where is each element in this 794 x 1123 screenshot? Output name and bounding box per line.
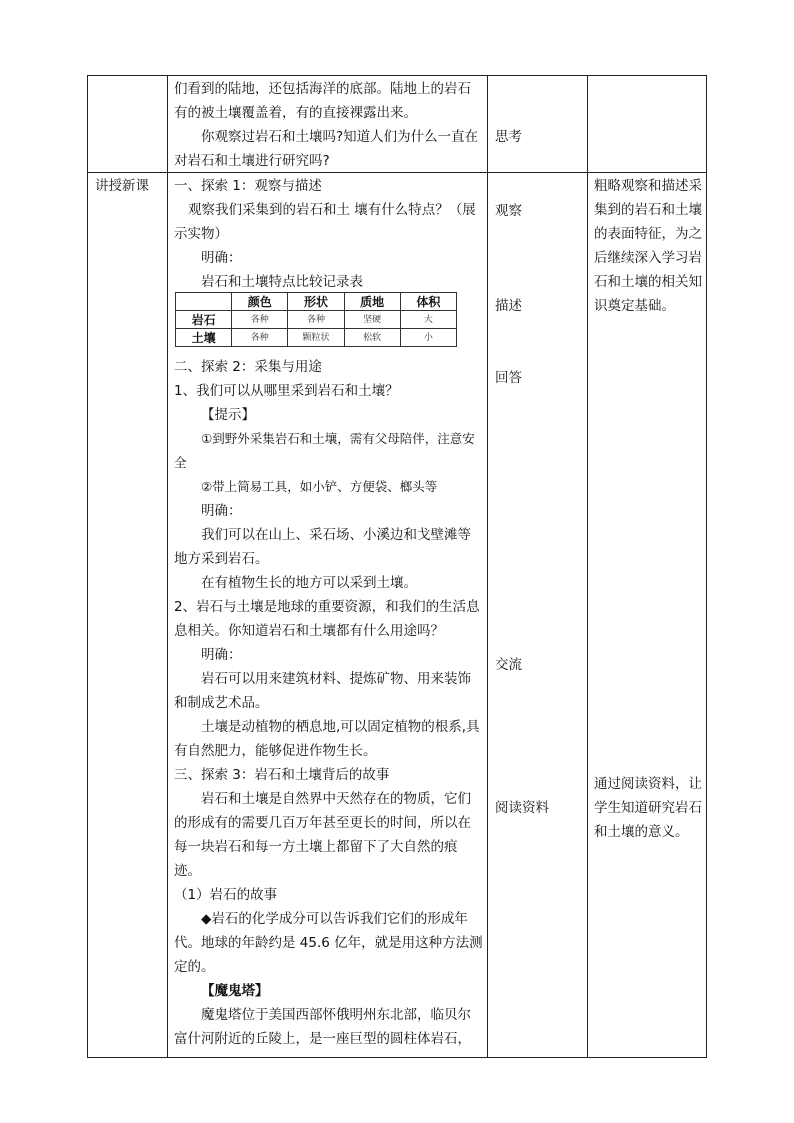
section2-heading: 二、探索 2：采集与用途 bbox=[174, 359, 322, 375]
paragraph: 你观察过岩石和土壤吗?知道人们为什么一直在对岩石和土壤进行研究吗? bbox=[174, 129, 479, 169]
table-cell: 坚硬 bbox=[344, 311, 400, 329]
column-divider bbox=[487, 75, 488, 1058]
activity-describe: 描述 bbox=[495, 298, 522, 314]
table-header: 质地 bbox=[344, 293, 400, 311]
table-cell: 各种 bbox=[288, 311, 344, 329]
activity-answer: 回答 bbox=[495, 370, 522, 386]
row-header: 土壤 bbox=[176, 329, 232, 347]
lesson-content-continued bbox=[174, 355, 484, 1051]
table-cell: 小 bbox=[400, 329, 456, 347]
activity-observe: 观察 bbox=[495, 203, 522, 219]
table-caption: 岩石和土壤特点比较记录表 bbox=[201, 274, 363, 290]
table-row bbox=[176, 329, 457, 347]
section3-heading: 三、探索 3：岩石和土壤背后的故事 bbox=[174, 767, 390, 783]
table-cell: 大 bbox=[400, 311, 456, 329]
lesson-content bbox=[174, 174, 484, 294]
clarify-label: 明确： bbox=[201, 647, 242, 663]
row-header: 岩石 bbox=[176, 311, 232, 329]
column-divider bbox=[167, 75, 168, 1058]
table-cell: 各种 bbox=[232, 311, 288, 329]
answer-1b: 在有植物生长的地方可以采到土壤。 bbox=[201, 575, 417, 591]
section1-question: 观察我们采集到的岩石和土 壤有什么特点？（展示实物） bbox=[174, 202, 476, 242]
question-2: 2、岩石与土壤是地球的重要资源，和我们的生活息息相关。你知道岩石和土壤都有什么用途吗？ bbox=[174, 599, 480, 639]
column-divider bbox=[587, 75, 588, 1058]
hint-2: ②带上简易工具，如小铲、方便袋、榔头等 bbox=[201, 479, 438, 494]
table-cell: 颗粒状 bbox=[288, 329, 344, 347]
design-intent-2: 通过阅读资料，让学生知道研究岩石和土壤的意义。 bbox=[594, 776, 702, 840]
top-row-content bbox=[174, 77, 484, 173]
devils-tower-label: 【魔鬼塔】 bbox=[201, 983, 269, 999]
story1-paragraph: ◆岩石的化学成分可以告诉我们它们的形成年代。地球的年龄约是 45.6 亿年，就是用这种方法测定的。 bbox=[174, 911, 483, 975]
table-header bbox=[176, 293, 232, 311]
table-header-row bbox=[176, 293, 457, 311]
design-intent-1: 粗略观察和描述采集到的岩石和土壤的表面特征，为之后继续深入学习岩石和土壤的相关知识奠定基础。 bbox=[594, 178, 702, 314]
table-cell: 松软 bbox=[344, 329, 400, 347]
clarify-label: 明确： bbox=[201, 503, 242, 519]
answer-1a: 我们可以在山上、采石场、小溪边和戈壁滩等地方采到岩石。 bbox=[174, 527, 471, 567]
table-header: 形状 bbox=[288, 293, 344, 311]
activity-discuss: 交流 bbox=[495, 657, 522, 673]
devils-tower-paragraph: 魔鬼塔位于美国西部怀俄明州东北部，临贝尔富什河附近的丘陵上，是一座巨型的圆柱体岩石， bbox=[174, 1007, 471, 1047]
answer-2b: 土壤是动植物的栖息地,可以固定植物的根系,具有自然肥力，能够促进作物生长。 bbox=[174, 719, 480, 759]
table-cell: 各种 bbox=[232, 329, 288, 347]
stage-label: 讲授新课 bbox=[95, 178, 149, 194]
question-1: 1、我们可以从哪里采到岩石和土壤？ bbox=[174, 383, 399, 399]
table-header: 体积 bbox=[400, 293, 456, 311]
section1-heading: 一、探索 1：观察与描述 bbox=[174, 178, 322, 194]
section3-paragraph: 岩石和土壤是自然界中天然存在的物质，它们的形成有的需要几百万年甚至更长的时间，所以在每一块岩石和每一方土壤上都留下了大自然的痕迹。 bbox=[174, 791, 471, 879]
hint-1: ①到野外采集岩石和土壤，需有父母陪伴，注意安全 bbox=[174, 431, 475, 470]
rock-soil-comparison-table bbox=[175, 292, 457, 347]
table-header: 颜色 bbox=[232, 293, 288, 311]
story1-heading: （1）岩石的故事 bbox=[174, 887, 278, 903]
activity-read: 阅读资料 bbox=[495, 800, 549, 816]
paragraph: 们看到的陆地，还包括海洋的底部。陆地上的岩石有的被土壤覆盖着，有的直接裸露出来。 bbox=[174, 81, 471, 121]
hint-label: 【提示】 bbox=[201, 407, 255, 423]
activity-think: 思考 bbox=[495, 129, 522, 145]
clarify-label: 明确： bbox=[201, 250, 242, 266]
answer-2a: 岩石可以用来建筑材料、提炼矿物、用来装饰和制成艺术品。 bbox=[174, 671, 471, 711]
table-row bbox=[176, 311, 457, 329]
